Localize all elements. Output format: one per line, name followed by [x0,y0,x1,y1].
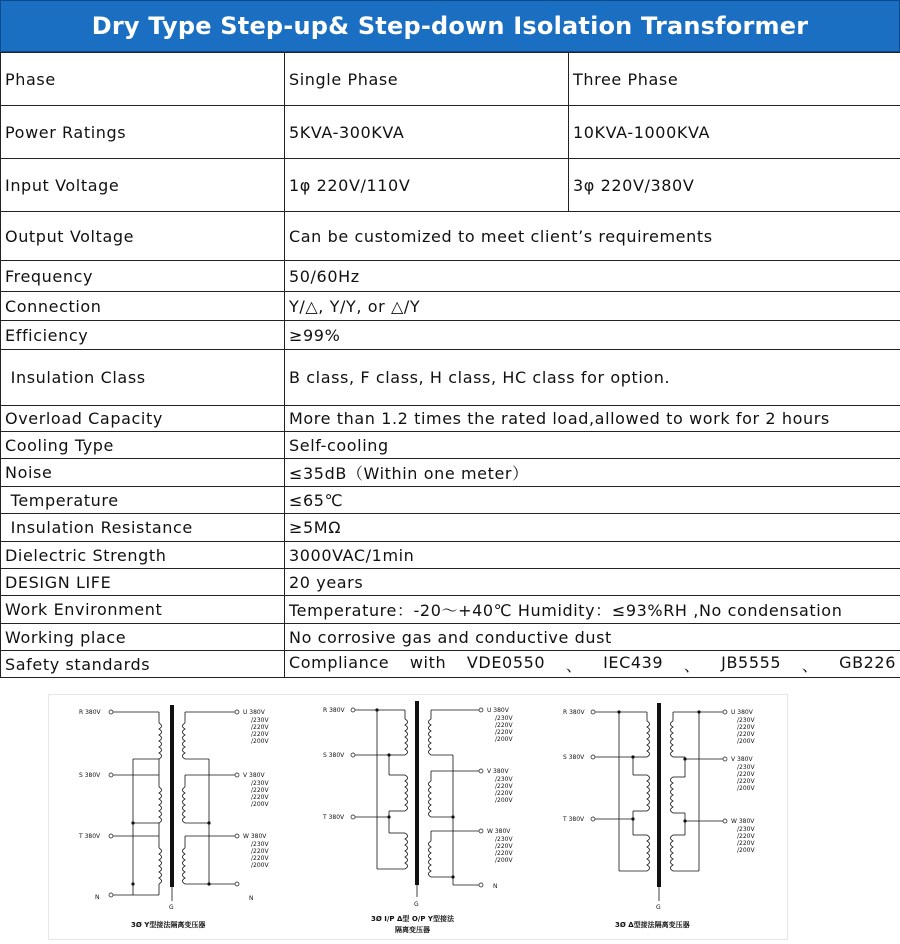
spec-table [0,52,900,678]
table-row [1,261,900,292]
row-value: ≤65℃ [285,487,900,514]
row-value: No corrosive gas and conductive dust [285,624,900,651]
diag2-ground: G [414,901,419,908]
row-value: ≥5MΩ [285,514,900,542]
single-phase-cell: 1φ 220V/110V [285,159,569,212]
diag1-tap: /220V [251,794,269,801]
single-phase-cell: 5KVA-300KVA [285,106,569,159]
diag2-tap: /200V [495,736,513,743]
row-label: Output Voltage [1,212,285,261]
row-label: Dielectric Strength [1,542,285,569]
diag2-tap: /230V [495,836,513,843]
three-phase-cell: 10KVA-1000KVA [569,106,900,159]
diag3-tap: /220V [737,833,755,840]
diag2-caption-line2: 隔离变压器 [395,926,430,934]
row-label: Overload Capacity [1,406,285,432]
diag1-tap: /200V [251,862,269,869]
wiring-diagram-2-svg [311,695,541,939]
diag2-tap: /200V [495,797,513,804]
table-row [1,106,900,159]
row-value: More than 1.2 times the rated load,allowed to work for 2 hours [285,406,900,432]
diag1-output-v: V 380V [243,772,265,779]
diag1-input-n: N [95,894,100,901]
diag3-tap: /200V [737,785,755,792]
table-row [1,53,900,106]
diag1-output-w: W 380V [243,833,267,840]
diag3-tap: /230V [737,826,755,833]
diag1-tap: /220V [251,731,269,738]
diag2-tap: /220V [495,843,513,850]
diag2-tap: /220V [495,850,513,857]
diag3-input-r: R 380V [563,709,585,716]
diag2-tap: /230V [495,776,513,783]
row-label: Noise [1,459,285,487]
row-value: 3000VAC/1min [285,542,900,569]
table-row [1,406,900,432]
row-value: Y/△, Y/Y, or △/Y [285,292,900,321]
diag1-tap: /220V [251,848,269,855]
diag2-input-t: T 380V [323,814,345,821]
table-row [1,487,900,514]
diag3-output-v: V 380V [731,756,753,763]
diag2-tap: /230V [495,715,513,722]
table-row [1,542,900,569]
diag1-tap: /230V [251,717,269,724]
row-value: 20 years [285,569,900,596]
diag1-output-n: N [249,895,254,902]
row-value: 50/60Hz [285,261,900,292]
diag1-ground: G [169,904,174,911]
diag3-tap: /220V [737,724,755,731]
diag3-tap: /200V [737,847,755,854]
wiring-diagram-1-svg [69,695,299,939]
row-label: Insulation Class [1,350,285,406]
standard-word: IEC439 [603,652,664,672]
row-label: Safety standards [1,651,285,678]
diag2-input-r: R 380V [323,707,345,714]
three-phase-cell: Three Phase [569,53,900,106]
diag2-tap: /220V [495,783,513,790]
row-label: Work Environment [1,596,285,624]
row-label: Connection [1,292,285,321]
row-label: Insulation Resistance [1,514,285,542]
diag2-output-v: V 380V [487,768,509,775]
standard-word: with [409,652,447,672]
wiring-diagram-delta-delta [557,695,785,939]
table-row [1,596,900,624]
table-row [1,651,900,678]
diag1-tap: /220V [251,724,269,731]
diag2-input-s: S 380V [323,752,345,759]
table-row [1,212,900,261]
standard-word: Compliance [289,652,390,672]
row-label: Power Ratings [1,106,285,159]
safety-standards-text [289,653,896,676]
row-label: Working place [1,624,285,651]
diag3-output-w: W 380V [731,818,755,825]
table-row [1,432,900,459]
diag3-ground: G [656,904,661,911]
standard-word: VDE0550 [466,652,546,672]
diag3-tap: /220V [737,731,755,738]
single-phase-cell: Single Phase [285,53,569,106]
row-label: Phase [1,53,285,106]
standard-word: JB5555 [721,652,782,672]
row-value [285,651,900,678]
table-row [1,350,900,406]
table-row [1,569,900,596]
diag3-caption: 3Ø Δ型接法隔离变压器 [615,921,690,929]
row-value: Self-cooling [285,432,900,459]
diag2-tap: /220V [495,729,513,736]
standard-word: GB226 [839,652,896,672]
row-value: ≤35dB（Within one meter） [285,459,900,487]
diag3-tap: /220V [737,778,755,785]
diag2-output-w: W 380V [487,828,511,835]
row-label: Efficiency [1,321,285,350]
row-value: ≥99% [285,321,900,350]
row-value: B class, F class, H class, HC class for option. [285,350,900,406]
row-value: Can be customized to meet client’s requirements [285,212,900,261]
standard-separator: 、 [801,655,819,675]
row-label: Cooling Type [1,432,285,459]
wiring-diagram-delta-y [311,695,541,939]
diag1-tap: /230V [251,780,269,787]
diag3-tap: /220V [737,840,755,847]
diag2-tap: /220V [495,790,513,797]
diag1-tap: /220V [251,855,269,862]
wiring-diagrams [48,694,788,940]
diag1-tap: /230V [251,841,269,848]
diag1-input-s: S 380V [79,772,101,779]
table-row [1,292,900,321]
row-value: Temperature：-20～+40℃ Humidity：≤93%RH ,No condensation [285,596,900,624]
page-title: Dry Type Step-up& Step-down Isolation Transformer [0,0,900,52]
diag1-input-r: R 380V [79,709,101,716]
diag1-tap: /220V [251,787,269,794]
diag2-tap: /200V [495,857,513,864]
diag3-tap: /200V [737,738,755,745]
diag2-tap: /220V [495,722,513,729]
table-row [1,624,900,651]
diag3-input-t: T 380V [563,816,585,823]
standard-separator: 、 [565,655,583,675]
standard-separator: 、 [683,655,701,675]
row-label: Input Voltage [1,159,285,212]
diag3-tap: /220V [737,771,755,778]
diag2-output-n: N [493,883,498,890]
wiring-diagram-y-y [69,695,299,939]
diag3-output-u: U 380V [731,709,753,716]
diag1-output-u: U 380V [243,709,265,716]
diag2-output-u: U 380V [487,707,509,714]
row-label: Temperature [1,487,285,514]
row-label: Frequency [1,261,285,292]
diag3-input-s: S 380V [563,754,585,761]
table-row [1,159,900,212]
diag1-input-t: T 380V [79,833,101,840]
diag3-tap: /230V [737,764,755,771]
table-row [1,321,900,350]
diag2-caption-line1: 3Ø I/P Δ型 O/P Y型接法 [371,915,454,923]
wiring-diagram-3-svg [557,695,785,939]
diag3-tap: /230V [737,717,755,724]
diag1-tap: /200V [251,738,269,745]
diag1-tap: /200V [251,801,269,808]
row-label: DESIGN LIFE [1,569,285,596]
three-phase-cell: 3φ 220V/380V [569,159,900,212]
table-row [1,514,900,542]
table-row [1,459,900,487]
diag1-caption: 3Ø Y型接法隔离变压器 [131,921,206,929]
